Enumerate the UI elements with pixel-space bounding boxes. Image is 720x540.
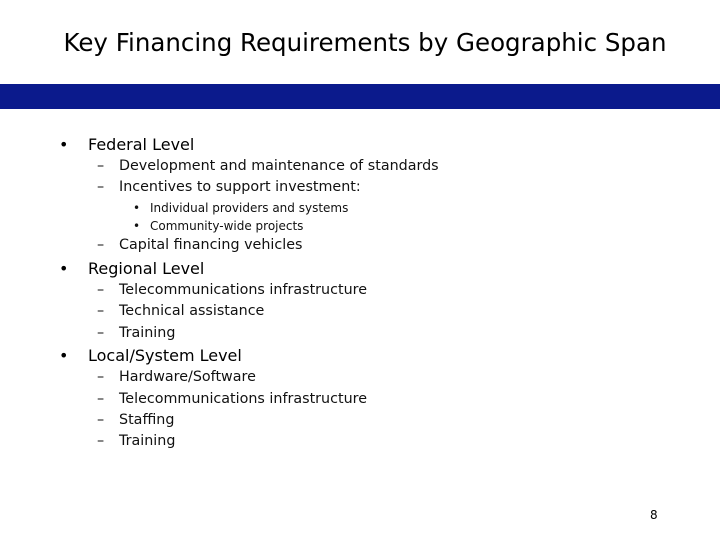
list-item: – Staffing bbox=[97, 412, 175, 428]
section-federal bbox=[59, 135, 195, 154]
dash: – bbox=[97, 325, 105, 341]
list-item: – Capital financing vehicles bbox=[97, 237, 303, 253]
list-item: – Technical assistance bbox=[97, 303, 265, 319]
dash: – bbox=[97, 237, 105, 253]
bullet: • bbox=[59, 135, 69, 154]
sub-list-item: • Community-wide projects bbox=[133, 219, 304, 233]
list-item: – Training bbox=[97, 325, 176, 341]
sub-list-item: • Individual providers and systems bbox=[133, 201, 349, 215]
list-item: – Telecommunications infrastructure bbox=[97, 282, 368, 298]
section-label: Federal Level bbox=[88, 135, 195, 154]
list-item: – Hardware/Software bbox=[97, 369, 256, 385]
section-label: Regional Level bbox=[88, 259, 205, 278]
section-local-system bbox=[59, 346, 242, 365]
dash: – bbox=[97, 391, 105, 407]
bullet: • bbox=[133, 219, 141, 233]
list-item: – Incentives to support investment: bbox=[97, 179, 361, 195]
dash: – bbox=[97, 412, 105, 428]
dash: – bbox=[97, 433, 105, 449]
bullet: • bbox=[59, 259, 69, 278]
dash: – bbox=[97, 179, 105, 195]
dash: – bbox=[97, 158, 105, 174]
dash: – bbox=[97, 282, 105, 298]
list-item: – Development and maintenance of standards bbox=[97, 158, 439, 174]
slide-title: Key Financing Requirements by Geographic Span bbox=[63, 28, 667, 57]
bullet: • bbox=[59, 346, 69, 365]
page-number: 8 bbox=[650, 508, 658, 522]
list-item: – Training bbox=[97, 433, 176, 449]
dash: – bbox=[97, 369, 105, 385]
bullet: • bbox=[133, 201, 141, 215]
section-label: Local/System Level bbox=[88, 346, 242, 365]
list-item: – Telecommunications infrastructure bbox=[97, 391, 368, 407]
title-band bbox=[0, 84, 720, 109]
dash: – bbox=[97, 303, 105, 319]
section-regional bbox=[59, 259, 205, 278]
